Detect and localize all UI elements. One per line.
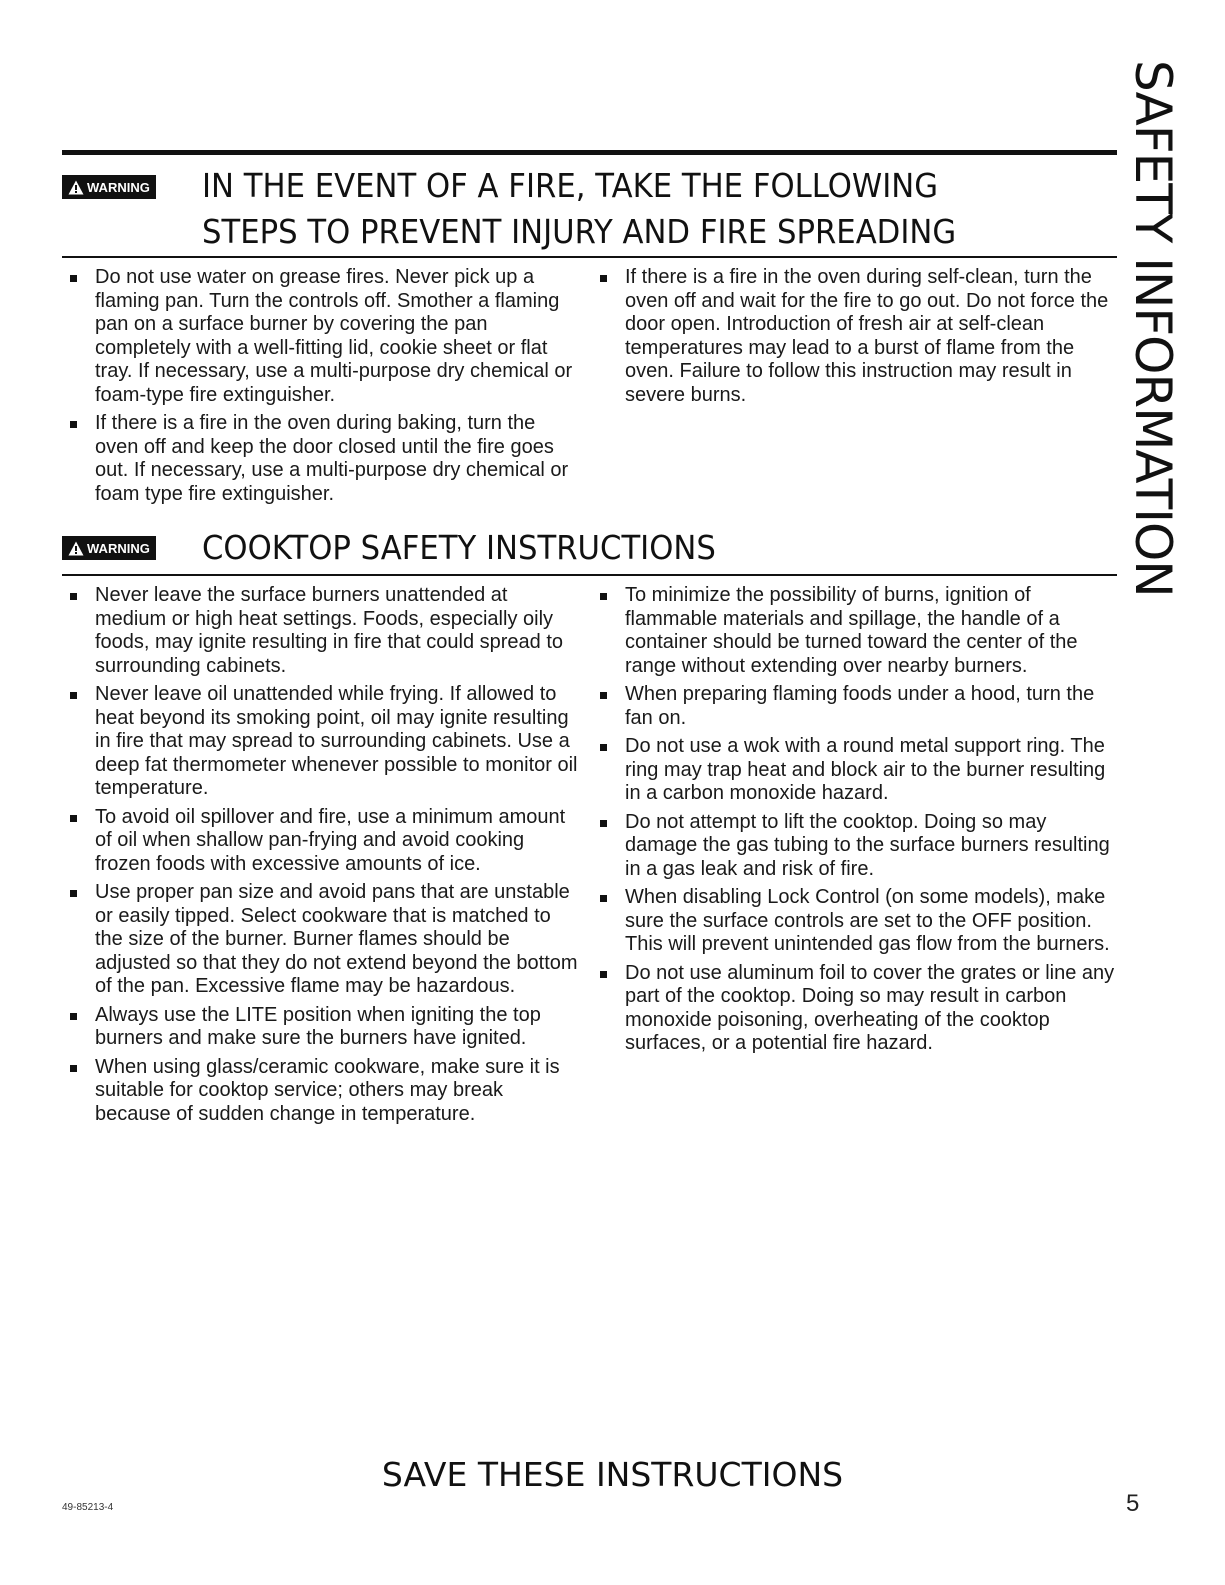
bullet-item: Use proper pan size and avoid pans that are unstable or easily tipped. Select cookware that is matched to the size of the burner. Burner flames should be adjusted so that they do not extend beyond the bottom of the pan. Excessive flame may be hazardous. — [62, 881, 582, 999]
cooktop-right-list — [592, 584, 1117, 1061]
warning-triangle-icon — [68, 541, 84, 556]
warning-badge-cooktop — [62, 536, 156, 560]
bullet-item: To minimize the possibility of burns, ignition of flammable materials and spillage, the handle of a container should be turned toward the center of the range without extending over nearby burners. — [592, 584, 1117, 678]
warning-badge-fire — [62, 175, 156, 199]
bullet-item: Never leave the surface burners unattended at medium or high heat settings. Foods, especially oily foods, may ignite resulting in fire that could spread to surrounding cabinets. — [62, 584, 582, 678]
cooktop-heading: COOKTOP SAFETY INSTRUCTIONS — [202, 528, 716, 567]
bullet-item: Do not use aluminum foil to cover the grates or line any part of the cooktop. Doing so may result in carbon monoxide poisoning, overheating of the cooktop surfaces, or a potential fire hazard. — [592, 962, 1117, 1056]
fire-heading-rule — [62, 256, 1117, 258]
bullet-item: If there is a fire in the oven during baking, turn the oven off and keep the door closed until the fire goes out. If necessary, use a multi-purpose dry chemical or foam type fire extinguisher. — [62, 412, 582, 506]
fire-heading-line2: STEPS TO PREVENT INJURY AND FIRE SPREADING — [202, 212, 957, 251]
bullet-item: When preparing flaming foods under a hood, turn the fan on. — [592, 683, 1117, 730]
bullet-item: Never leave oil unattended while frying. If allowed to heat beyond its smoking point, oil may ignite resulting in fire that may spread to surrounding cabinets. Use a deep fat thermometer whenever possible to monitor oil temperature. — [62, 683, 582, 801]
bullet-item: Always use the LITE position when igniting the top burners and make sure the burners have ignited. — [62, 1004, 582, 1051]
document-number: 49-85213-4 — [62, 1502, 114, 1513]
bullet-item: Do not use a wok with a round metal support ring. The ring may trap heat and block air to the burner resulting in a carbon monoxide hazard. — [592, 735, 1117, 806]
fire-right-list — [592, 266, 1117, 412]
warning-badge-label: WARNING — [87, 179, 150, 195]
cooktop-heading-rule — [62, 574, 1117, 576]
fire-heading-line1: IN THE EVENT OF A FIRE, TAKE THE FOLLOWING — [202, 166, 939, 205]
side-tab-label: SAFETY INFORMATION — [1124, 60, 1182, 597]
bullet-item: When using glass/ceramic cookware, make sure it is suitable for cooktop service; others may break because of sudden change in temperature. — [62, 1056, 582, 1127]
page-number: 5 — [1126, 1490, 1140, 1517]
warning-badge-label: WARNING — [87, 540, 150, 556]
bullet-item: When disabling Lock Control (on some models), make sure the surface controls are set to the OFF position. This will prevent unintended gas flow from the burners. — [592, 886, 1117, 957]
bullet-item: Do not attempt to lift the cooktop. Doing so may damage the gas tubing to the surface burners resulting in a gas leak and risk of fire. — [592, 811, 1117, 882]
bullet-item: If there is a fire in the oven during self-clean, turn the oven off and wait for the fire to go out. Do not force the door open. Introduction of fresh air at self-clean temperatures may lead to a burst of flame from the oven. Failure to follow this instruction may result in severe burns. — [592, 266, 1117, 407]
save-instructions-title: SAVE THESE INSTRUCTIONS — [381, 1455, 844, 1494]
bullet-item: To avoid oil spillover and fire, use a minimum amount of oil when shallow pan-frying and avoid cooking frozen foods with excessive amounts of ice. — [62, 806, 582, 877]
bullet-item: Do not use water on grease fires. Never pick up a flaming pan. Turn the controls off. Smother a flaming pan on a surface burner by covering the pan completely with a well-fitting lid, cookie sheet or flat tray. If necessary, use a multi-purpose dry chemical or foam-type fire extinguisher. — [62, 266, 582, 407]
fire-left-list — [62, 266, 582, 511]
top-thick-rule — [62, 150, 1117, 155]
cooktop-left-list — [62, 584, 582, 1131]
warning-triangle-icon — [68, 180, 84, 195]
